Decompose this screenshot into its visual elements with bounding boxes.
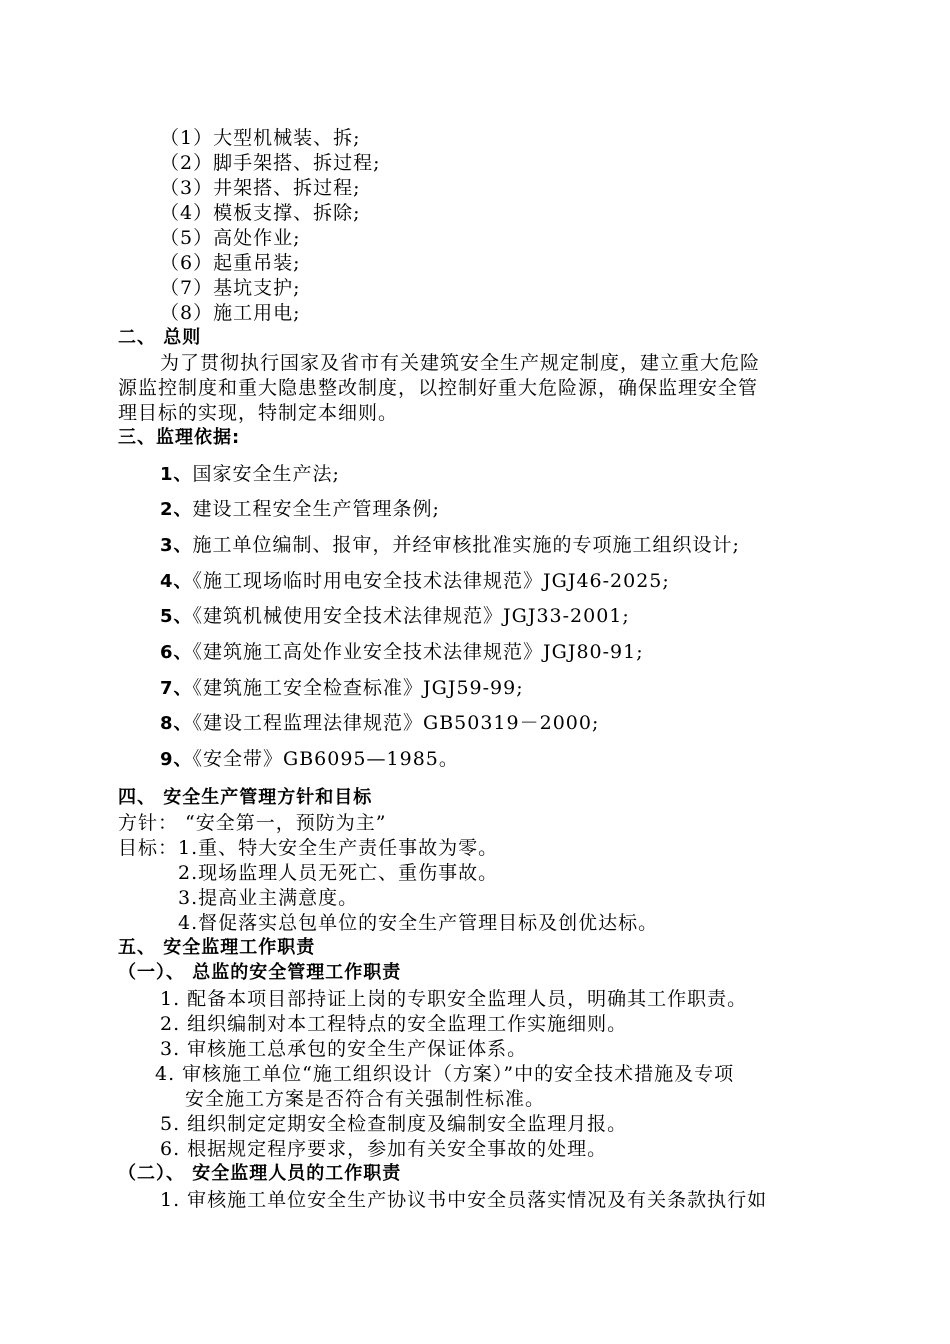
basis-item-7: 7、《建筑施工安全检查标准》JGJ59-99; <box>160 677 524 699</box>
general-paragraph-line-3: 理目标的实现，特制定本细则。 <box>118 402 399 424</box>
scope-item-1: （1）大型机械装、拆; <box>160 127 361 149</box>
chief-duty-6: 6. 根据规定程序要求，参加有关安全事故的处理。 <box>160 1138 608 1160</box>
goal-line-2: 2.现场监理人员无死亡、重伤事故。 <box>178 862 499 884</box>
scope-item-3: （3）井架搭、拆过程; <box>160 177 361 199</box>
subsection-heading-chief: （一）、 总监的安全管理工作职责 <box>118 962 402 983</box>
section-heading-general: 二、 总则 <box>118 327 202 348</box>
basis-item-1: 1、国家安全生产法; <box>160 463 340 485</box>
scope-item-5: （5）高处作业; <box>160 227 301 249</box>
subsection-heading-staff: （二）、 安全监理人员的工作职责 <box>118 1163 402 1184</box>
basis-item-6: 6、《建筑施工高处作业安全技术法律规范》JGJ80-91; <box>160 641 644 663</box>
basis-item-9: 9、《安全带》GB6095—1985。 <box>160 748 459 770</box>
scope-item-8: （8）施工用电; <box>160 302 301 324</box>
basis-item-8: 8、《建设工程监理法律规范》GB50319－2000; <box>160 712 600 734</box>
scope-item-7: （7）基坑支护; <box>160 277 301 299</box>
basis-item-4: 4、《施工现场临时用电安全技术法律规范》JGJ46-2025; <box>160 570 670 592</box>
chief-duty-2: 2. 组织编制对本工程特点的安全监理工作实施细则。 <box>160 1013 628 1035</box>
goal-line-1: 目标：1.重、特大安全生产责任事故为零。 <box>118 837 499 859</box>
general-paragraph-line-1: 为了贯彻执行国家及省市有关建筑安全生产规定制度，建立重大危险 <box>160 352 761 374</box>
basis-item-5: 5、《建筑机械使用安全技术法律规范》JGJ33-2001; <box>160 605 630 627</box>
goal-line-3: 3.提高业主满意度。 <box>178 887 359 909</box>
chief-duty-4-cont: 安全施工方案是否符合有关强制性标准。 <box>185 1088 546 1110</box>
staff-duty-1: 1. 审核施工单位安全生产协议书中安全员落实情况及有关条款执行如 <box>160 1189 768 1211</box>
chief-duty-5: 5. 组织制定定期安全检查制度及编制安全监理月报。 <box>160 1113 628 1135</box>
chief-duty-1: 1. 配备本项目部持证上岗的专职安全监理人员，明确其工作职责。 <box>160 988 748 1010</box>
section-heading-basis: 三、监理依据: <box>118 427 241 448</box>
general-paragraph-line-2: 源监控制度和重大隐患整改制度，以控制好重大危险源，确保监理安全管 <box>118 377 759 399</box>
basis-item-2: 2、建设工程安全生产管理条例; <box>160 498 440 520</box>
chief-duty-3: 3. 审核施工总承包的安全生产保证体系。 <box>160 1038 528 1060</box>
scope-item-6: （6）起重吊装; <box>160 252 301 274</box>
policy-line: 方针： “安全第一，预防为主” <box>118 812 387 834</box>
section-heading-duties: 五、 安全监理工作职责 <box>118 937 316 958</box>
scope-item-2: （2）脚手架搭、拆过程; <box>160 152 381 174</box>
goal-line-4: 4.督促落实总包单位的安全生产管理目标及创优达标。 <box>178 912 659 934</box>
chief-duty-4: 4. 审核施工单位“施工组织设计（方案）”中的安全技术措施及专项 <box>155 1063 735 1085</box>
scope-item-4: （4）模板支撑、拆除; <box>160 202 361 224</box>
basis-item-3: 3、施工单位编制、报审，并经审核批准实施的专项施工组织设计; <box>160 534 740 556</box>
section-heading-policy: 四、 安全生产管理方针和目标 <box>118 787 373 808</box>
